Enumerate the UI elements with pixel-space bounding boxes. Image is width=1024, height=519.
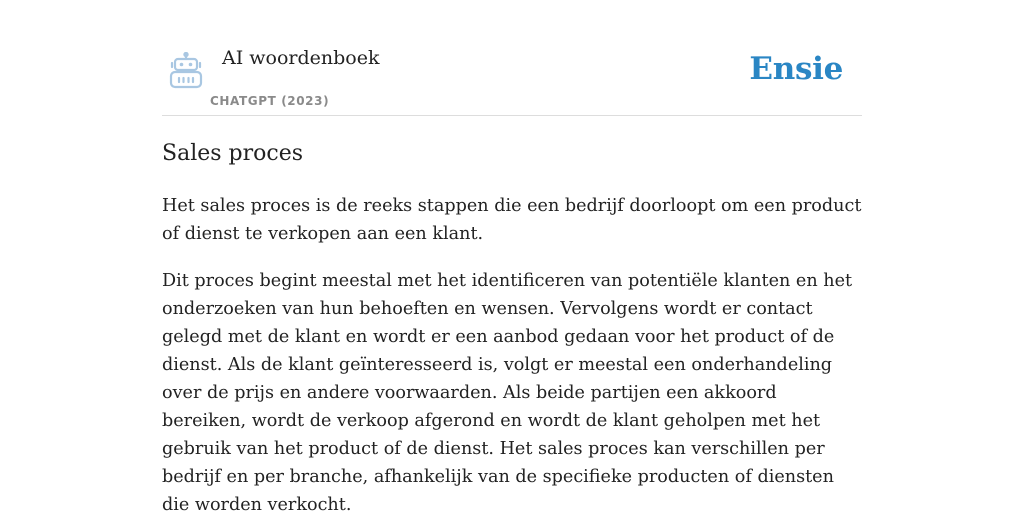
definition-paragraph-2: Dit proces begint meestal met het identificeren van potentiële klanten en het onderzoeken van hun behoeften en wensen. Vervolgens wordt er contact gelegd met de klant en wordt er een aanbod gedaan voor het product of de dienst. Als de klant geïnteresseerd is, volgt er meestal een onderhandeling over de prijs en andere voorwaarden. Als beide partijen een akkoord bereiken, wordt de verkoop afgerond en wordt de klant geholpen met het gebruik van het product of de dienst. Het sales proces kan verschillen per bedrijf en per branche, afhankelijk van de specifieke producten of diensten die worden verkocht.	[162, 271, 853, 515]
dictionary-source: CHATGPT (2023)	[210, 94, 330, 108]
definition-paragraph-1: Het sales proces is de reeks stappen die een bedrijf doorloopt om een product of dienst te verkopen aan een klant.	[162, 196, 862, 244]
entry-term: Sales proces	[162, 141, 304, 166]
ensie-logo[interactable]: Ensie	[749, 51, 843, 87]
entry-card	[162, 0, 862, 515]
robot-icon	[166, 52, 206, 90]
entry-header	[162, 0, 862, 116]
dictionary-title[interactable]: AI woordenboek	[222, 47, 380, 69]
